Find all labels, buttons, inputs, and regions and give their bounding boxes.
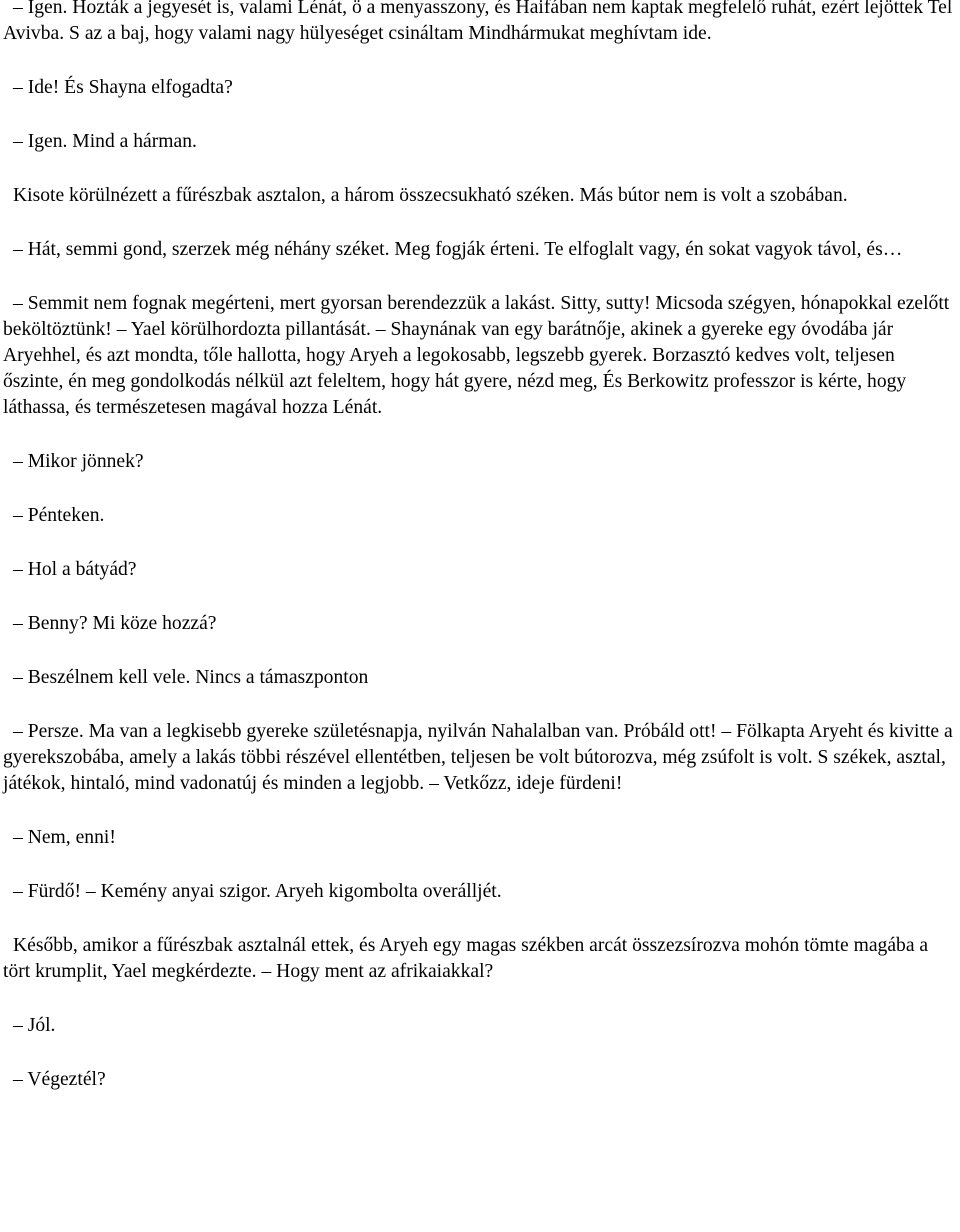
paragraph: – Mikor jönnek? bbox=[13, 451, 144, 472]
paragraph: – Pénteken. bbox=[13, 505, 105, 526]
paragraph: – Végeztél? bbox=[13, 1069, 106, 1090]
paragraph: – Nem, enni! bbox=[13, 827, 116, 848]
paragraph: – Fürdő! – Kemény anyai szigor. Aryeh kigombolta overálljét. bbox=[13, 881, 502, 902]
paragraph: Később, amikor a fűrészbak asztalnál ettek, és Aryeh egy magas székben arcát összezsírozva mohón tömte magába a tört krumplit, Yael megkérdezte. – Hogy ment az afrikaiakkal? bbox=[3, 935, 929, 982]
paragraph: – Igen. Mind a hárman. bbox=[13, 131, 197, 152]
paragraph: – Benny? Mi köze hozzá? bbox=[13, 613, 217, 634]
paragraph: – Ide! És Shayna elfogadta? bbox=[13, 77, 233, 98]
paragraph: – Jól. bbox=[13, 1015, 56, 1036]
paragraph: – Igen. Hozták a jegyesét is, valami Lénát, ö a menyasszony, és Haifában nem kaptak megfelelő ruhát, ezért lejöttek Tel Avivba. S az a baj, hogy valami nagy hülyeséget csináltam Mindhármukat meghívtam ide. bbox=[3, 0, 953, 44]
paragraph: – Persze. Ma van a legkisebb gyereke születésnapja, nyilván Nahalalban van. Próbáld ott! – Fölkapta Aryeht és kivitte a gyerekszobába, amely a lakás többi részével ellentétben, teljesen be volt bútorozva, még zsúfolt is volt. S székek, asztal, játékok, hintaló, mind vadonatúj és minden a legjobb. – Vetkőzz, ideje fürdeni! bbox=[3, 721, 953, 794]
paragraph: Kisote körülnézett a fűrészbak asztalon, a három összecsukható széken. Más bútor nem is volt a szobában. bbox=[13, 185, 848, 206]
paragraph: – Hol a bátyád? bbox=[13, 559, 137, 580]
paragraph: – Semmit nem fognak megérteni, mert gyorsan berendezzük a lakást. Sitty, sutty! Micsoda szégyen, hónapokkal ezelőtt beköltöztünk! – Yael körülhordozta pillantását. – Shaynának van egy barátnője, akinek a gyereke egy óvodába jár Aryehhel, és azt mondta, tőle hallotta, hogy Aryeh a legokosabb, legszebb gyerek. Borzasztó kedves volt, teljesen őszinte, én meg gondolkodás nélkül azt feleltem, hogy hát gyere, nézd meg, És Berkowitz professzor is kérte, hogy láthassa, és természetesen magával hozza Lénát. bbox=[3, 293, 950, 418]
paragraph: – Beszélnem kell vele. Nincs a támaszponton bbox=[13, 667, 369, 688]
paragraph: – Hát, semmi gond, szerzek még néhány széket. Meg fogják érteni. Te elfoglalt vagy, én sokat vagyok távol, és… bbox=[13, 239, 903, 260]
